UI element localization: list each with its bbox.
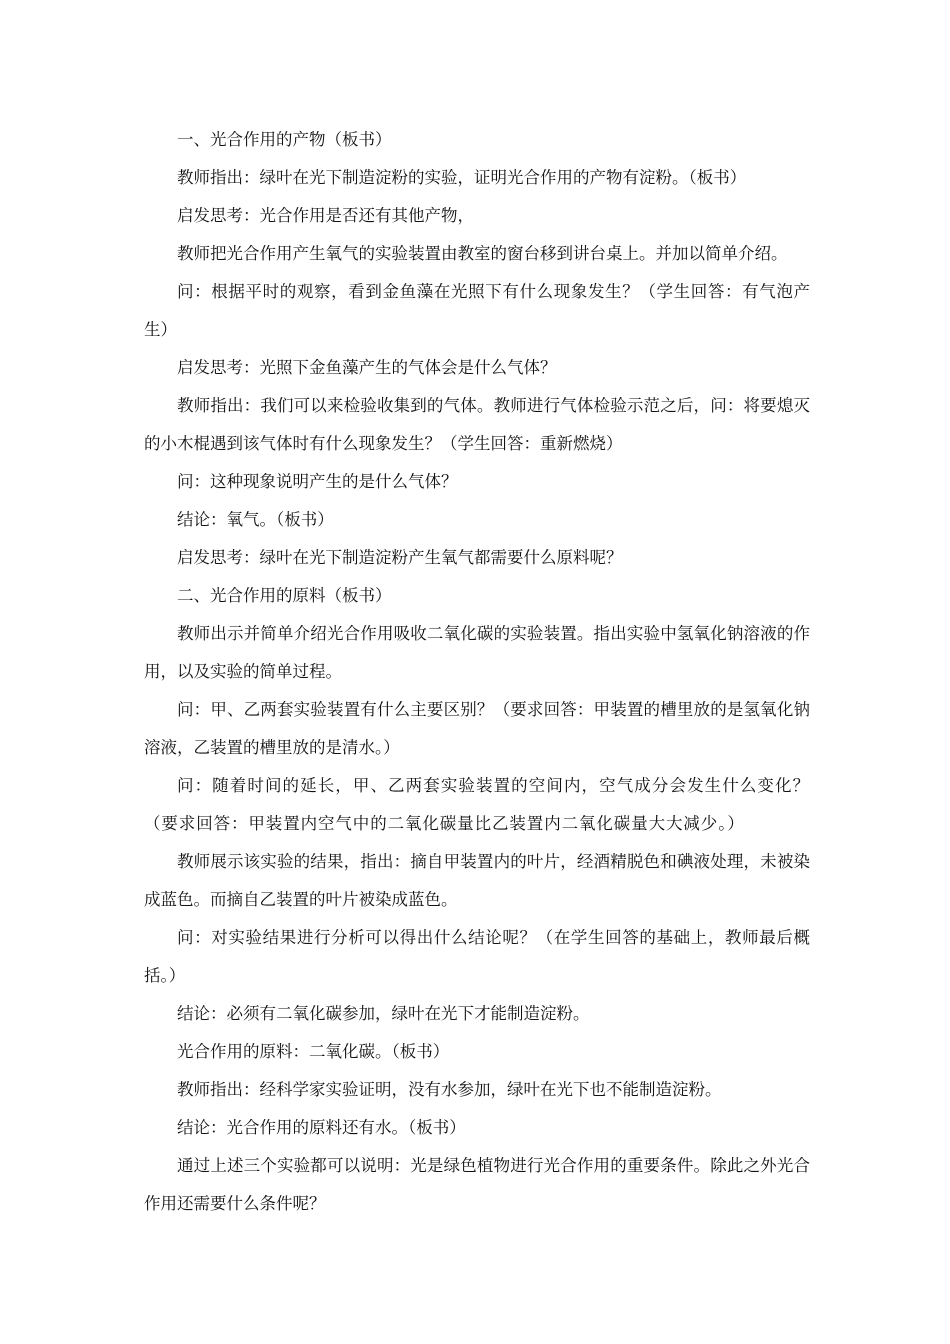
paragraph: 通过上述三个实验都可以说明：光是绿色植物进行光合作用的重要条件。除此之外光合作用还需要什么条件呢？ bbox=[144, 1156, 810, 1213]
paragraph: 启发思考：光合作用是否还有其他产物， bbox=[177, 206, 474, 225]
paragraph: 教师展示该实验的结果，指出：摘自甲装置内的叶片，经酒精脱色和碘液处理，未被染成蓝色。而摘自乙装置的叶片被染成蓝色。 bbox=[144, 852, 810, 909]
document-body bbox=[144, 121, 810, 1223]
paragraph: 启发思考：光照下金鱼藻产生的气体会是什么气体？ bbox=[177, 358, 557, 377]
paragraph: 教师出示并简单介绍光合作用吸收二氧化碳的实验装置。指出实验中氢氧化钠溶液的作用，以及实验的简单过程。 bbox=[144, 624, 810, 681]
paragraph: 问：根据平时的观察，看到金鱼藻在光照下有什么现象发生？（学生回答：有气泡产生） bbox=[144, 282, 810, 339]
heading-materials: 二、光合作用的原料（板书） bbox=[177, 586, 392, 605]
paragraph: 结论：光合作用的原料还有水。（板书） bbox=[177, 1118, 466, 1137]
paragraph: 问：甲、乙两套实验装置有什么主要区别？（要求回答：甲装置的槽里放的是氢氧化钠溶液，乙装置的槽里放的是清水。） bbox=[144, 700, 810, 757]
paragraph: 结论：氧气。（板书） bbox=[177, 510, 334, 529]
paragraph: 教师把光合作用产生氧气的实验装置由教室的窗台移到讲台桌上。并加以简单介绍。 bbox=[177, 244, 788, 263]
heading-products: 一、光合作用的产物（板书） bbox=[177, 130, 392, 149]
paragraph: 启发思考：绿叶在光下制造淀粉产生氧气都需要什么原料呢？ bbox=[177, 548, 623, 567]
paragraph: 教师指出：经科学家实验证明，没有水参加，绿叶在光下也不能制造淀粉。 bbox=[177, 1080, 722, 1099]
paragraph: 问：对实验结果进行分析可以得出什么结论呢？（在学生回答的基础上，教师最后概括。） bbox=[144, 928, 810, 985]
paragraph: 结论：必须有二氧化碳参加，绿叶在光下才能制造淀粉。 bbox=[177, 1004, 590, 1023]
paragraph: 教师指出：绿叶在光下制造淀粉的实验，证明光合作用的产物有淀粉。（板书） bbox=[177, 168, 747, 187]
paragraph: 问：随着时间的延长，甲、乙两套实验装置的空间内，空气成分会发生什么变化？（要求回答：甲装置内空气中的二氧化碳量比乙装置内二氧化碳量大大减少。） bbox=[144, 776, 810, 833]
paragraph: 教师指出：我们可以来检验收集到的气体。教师进行气体检验示范之后，问：将要熄灭的小木棍遇到该气体时有什么现象发生？（学生回答：重新燃烧） bbox=[144, 396, 810, 453]
paragraph: 光合作用的原料：二氧化碳。（板书） bbox=[177, 1042, 450, 1061]
paragraph: 问：这种现象说明产生的是什么气体？ bbox=[177, 472, 458, 491]
